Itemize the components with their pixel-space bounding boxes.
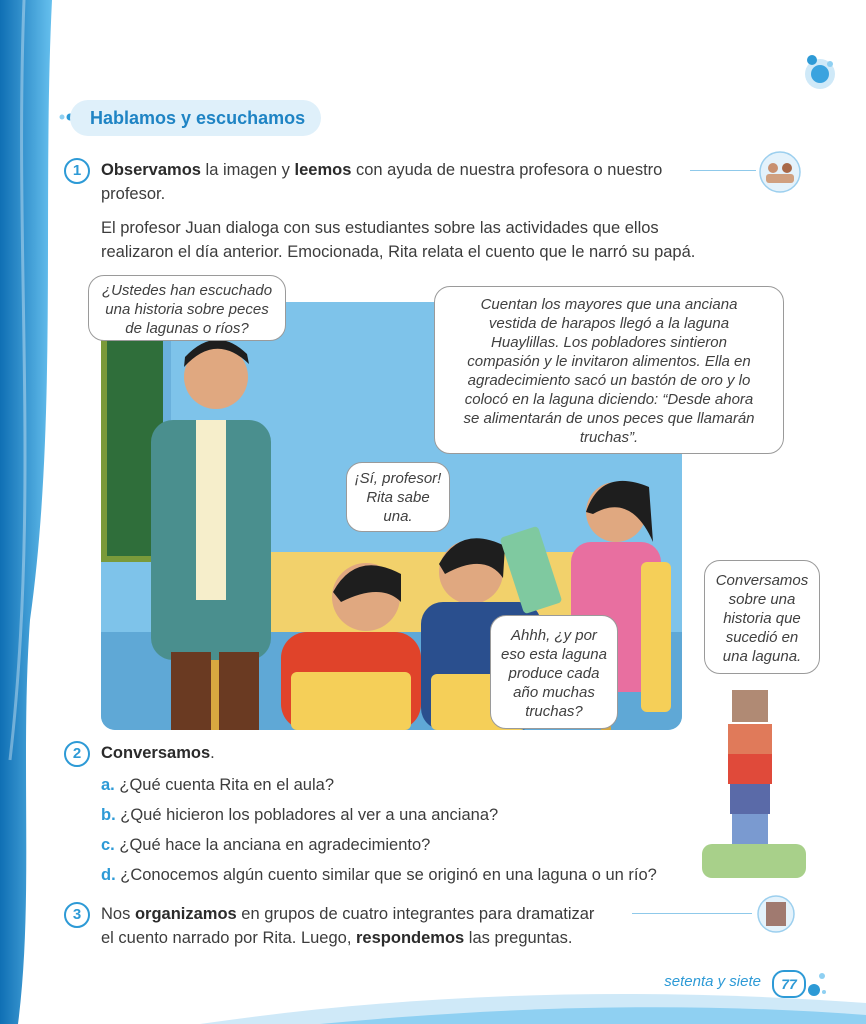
connector-line — [632, 913, 752, 914]
section-title: Hablamos y escuchamos — [70, 100, 321, 136]
activity-3-line-1 — [101, 902, 661, 926]
question-label: a. — [101, 776, 115, 794]
question-c — [101, 833, 430, 857]
bubble-line: truchas? — [525, 703, 583, 720]
page-number: 77 — [772, 970, 806, 998]
bottom-wave-decoration — [200, 985, 866, 1024]
question-a — [101, 773, 334, 797]
keyword-respondemos: respondemos — [356, 929, 465, 947]
activity-3-line-2 — [101, 926, 661, 950]
water-drop-icon — [798, 50, 840, 92]
question-text: ¿Qué cuenta Rita en el aula? — [119, 776, 334, 794]
bubble-line: Rita sabe — [366, 489, 430, 506]
bubble-line: colocó en la laguna diciendo: “Desde ahora — [464, 391, 754, 408]
keyword-organizamos: organizamos — [134, 905, 237, 923]
bubble-line: ¡Sí, profesor! — [354, 470, 442, 487]
bubble-line: se alimentarán de unos peces que llamarán — [463, 410, 755, 427]
question-label: b. — [101, 806, 116, 824]
bubble-line: vestida de harapos llegó a la laguna — [488, 315, 730, 332]
boy-speech-bubble — [346, 462, 450, 532]
bubble-line: agradecimiento sacó un bastón de oro y lo — [467, 372, 751, 389]
bubble-line: sobre una — [728, 591, 796, 608]
bubble-line: historia que — [723, 610, 801, 627]
bubble-line: Conversamos — [715, 572, 809, 589]
paragraph-line-1: El profesor Juan dialoga con sus estudiantes sobre las actividades que ellos — [101, 219, 659, 237]
group-reading-icon — [758, 150, 802, 194]
bubble-line: año muchas — [513, 684, 595, 701]
activity-3-number: 3 — [64, 902, 90, 928]
teacher-speech-bubble — [88, 275, 286, 341]
bubble-line: produce cada — [508, 665, 600, 682]
page-text: setenta y siete — [664, 973, 761, 990]
activity-2-title — [101, 741, 215, 765]
blurred-child-figure — [702, 690, 806, 880]
boy-question-bubble — [490, 615, 618, 729]
bubble-line: Cuentan los mayores que una anciana — [480, 296, 738, 313]
paragraph-line-2: realizaron el día anterior. Emocionada, Rita relata el cuento que le narró su papá. — [101, 243, 696, 261]
rita-story-bubble — [434, 286, 784, 454]
keyword-observamos: Observamos — [101, 161, 201, 179]
question-text: ¿Qué hicieron los pobladores al ver a una anciana? — [120, 806, 499, 824]
bubble-line: eso esta laguna — [501, 646, 607, 663]
question-label: c. — [101, 836, 115, 854]
text-fragment: en grupos de cuatro integrantes para dramatizar — [236, 905, 595, 923]
bubble-line: compasión y le invitaron alimentos. Ella en — [467, 353, 751, 370]
bubble-line: truchas”. — [579, 429, 639, 446]
bubbles-icon — [806, 966, 828, 1000]
bubble-line: de lagunas o ríos? — [125, 320, 249, 337]
bubble-line: una historia sobre peces — [105, 301, 269, 318]
connector-line — [690, 170, 756, 171]
title-suffix: . — [210, 744, 215, 762]
group-dramatize-icon — [754, 894, 798, 934]
question-label: d. — [101, 866, 116, 884]
question-text: ¿Conocemos algún cuento similar que se originó en una laguna o un río? — [120, 866, 657, 884]
activity-1-instruction — [101, 158, 701, 206]
text-fragment: Nos — [101, 905, 135, 923]
question-b — [101, 803, 498, 827]
text-fragment: las preguntas. — [464, 929, 573, 947]
bubble-line: Ahhh, ¿y por — [511, 627, 597, 644]
keyword-leemos: leemos — [294, 161, 352, 179]
bubble-line: Huaylillas. Los pobladores sintieron — [491, 334, 727, 351]
keyword-conversamos: Conversamos — [101, 744, 211, 762]
question-text: ¿Qué hace la anciana en agradecimiento? — [119, 836, 431, 854]
side-speech-bubble — [704, 560, 820, 674]
text-fragment: el cuento narrado por Rita. Luego, — [101, 929, 357, 947]
instruction-text: la imagen y — [200, 161, 295, 179]
bubble-line: ¿Ustedes han escuchado — [101, 282, 273, 299]
bubble-line: sucedió en — [725, 629, 799, 646]
activity-2-number: 2 — [64, 741, 90, 767]
instruction-text: con ayuda de nuestra profesora o nuestro profesor. — [101, 161, 663, 203]
question-d — [101, 863, 657, 887]
bubble-line: una laguna. — [722, 648, 802, 665]
activity-1-number: 1 — [64, 158, 90, 184]
left-wave-decoration — [0, 0, 58, 1024]
bubble-line: una. — [383, 508, 413, 525]
